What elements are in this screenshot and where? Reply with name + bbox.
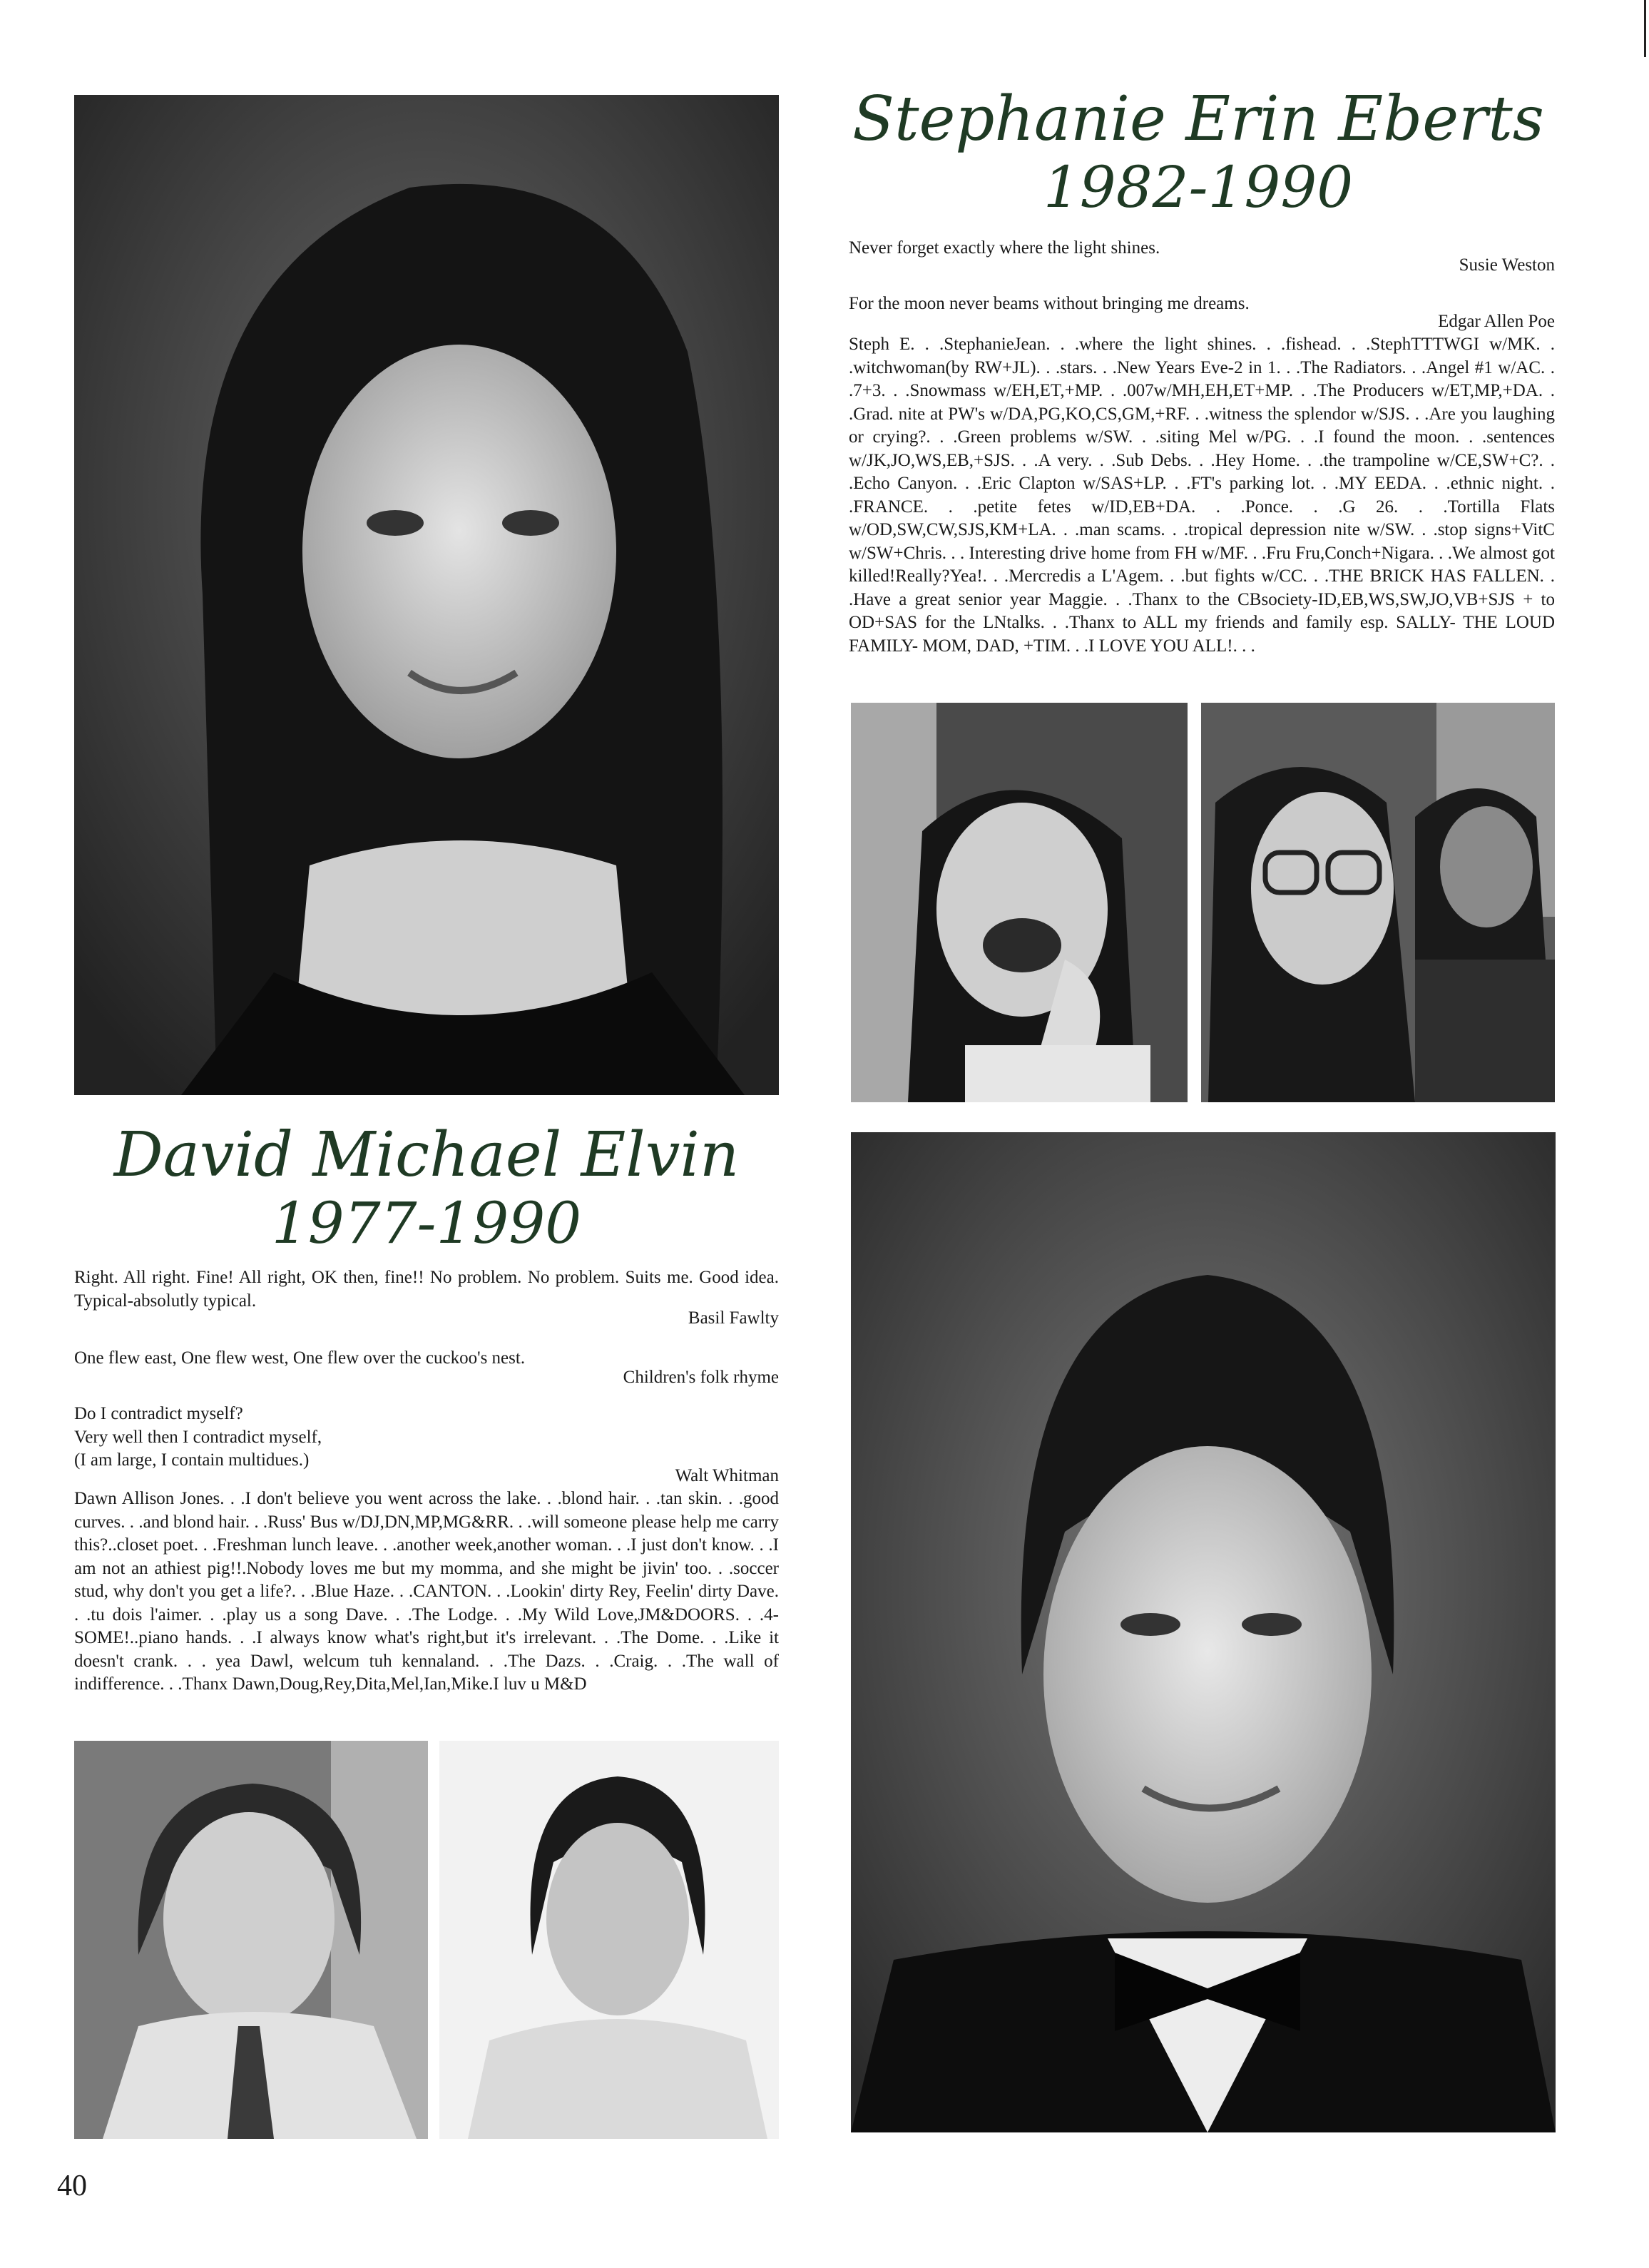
eberts-quote-2: For the moon never beams without bringing me dreams. [849, 294, 1250, 313]
elvin-quote-1: Right. All right. Fine! All right, OK then, fine!! No problem. No problem. Suits me. Good idea. Typical-absolutly typical. [74, 1268, 779, 1311]
page-edge-mark [1644, 0, 1646, 57]
elvin-portrait-photo [851, 1132, 1556, 2132]
elvin-quote-1-author: Basil Fawlty [688, 1308, 779, 1328]
page-number: 40 [57, 2170, 87, 2202]
eberts-portrait-photo [74, 95, 779, 1095]
eberts-quote-1-author: Susie Weston [1459, 255, 1555, 275]
elvin-name-heading [74, 1120, 779, 1256]
elvin-candid-sweater-photo [439, 1741, 779, 2139]
eberts-years: 1982-1990 [1043, 153, 1354, 220]
eberts-quote-2-author: Edgar Allen Poe [1438, 312, 1555, 331]
elvin-quote-2-author: Children's folk rhyme [623, 1368, 779, 1387]
elvin-quote-3-author: Walt Whitman [675, 1466, 779, 1485]
elvin-message: Dawn Allison Jones. . .I don't believe you went across the lake. . .blond hair. . .tan skin. . .good curves. . .and blond hair. . .Russ' Bus w/DJ,DN,MP,MG&RR. . .will someone please help me carry this?..closet poet. . .Freshman lunch leave. . .another week,another woman. . .I just don't know. . .I am not an athiest pig!!.Nobody loves me but my momma, and she might be jivin' too. . .soccer stud, why don't you get a life?. . .Blue Haze. . .CANTON. . .Lookin' dirty Rey, Feelin' dirty Dave. . .tu dois l'aimer. . .play us a song Dave. . .The Lodge. . .My Wild Love,JM&DOORS. . .4-SOME!..piano hands. . .I always know what's right,but it's irrelevant. . .The Dome. . .Like it doesn't crank. . . yea Dawl, welcum tuh kennaland. . .The Dazs. . .Craig. . .The wall of indifference. . .Thanx Dawn,Doug,Rey,Dita,Mel,Ian,Mike.I luv u M&D [74, 1489, 779, 1694]
elvin-quote-2: One flew east, One flew west, One flew over the cuckoo's nest. [74, 1348, 526, 1368]
elvin-name: David Michael Elvin [113, 1119, 740, 1191]
eberts-quote-1: Never forget exactly where the light shines. [849, 238, 1160, 258]
elvin-years: 1977-1990 [271, 1189, 582, 1256]
eberts-candid-glasses-photo [1201, 703, 1555, 1102]
elvin-candid-tie-photo [74, 1741, 428, 2139]
eberts-candid-laughing-photo [851, 703, 1188, 1102]
eberts-message: Steph E. . .StephanieJean. . .where the light shines. . .fishead. . .StephTTTWGI w/MK. . .witchwoman(by RW+JL). . .stars. . .New Years Eve-2 in 1. . .The Radiators. . .Angel #1 w/AC. . .7+3. . .Snowmass w/EH,ET,+MP. . .007w/MH,EH,ET+MP. . .The Producers w/ET,MP,+DA. . .Grad. nite at PW's w/DA,PG,KO,CS,GM,+RF. . .witness the splendor w/SJS. . .Are you laughing or crying?. . .Green problems w/SW. . .siting Mel w/PG. . .I found the moon. . .sentences w/JK,JO,WS,EB,+SJS. . .A very. . .Sub Debs. . .Hey Home. . .the trampoline w/CE,SW+C?. . .Echo Canyon. . .Eric Clapton w/SAS+LP. . .FT's parking lot. . .MY EEDA. . .ethnic night. . .FRANCE. . .petite fetes w/ID,EB+DA. . .Ponce. . .G 26. . .Tortilla Flats w/OD,SW,CW,SJS,KM+LA. . .man scams. . .tropical depression nite w/SW. . .stop signs+VitC w/SW+Chris. . . Interesting drive home from FH w/MF. . .Fru Fru,Conch+Nigara. . .We almost got killed!Really?Yea!. . .Mercredis a L'Agem. . .but fights w/CC. . .THE BRICK HAS FALLEN. . .Have a great senior year Maggie. . .Thanx to the CBsociety-ID,EB,WS,SW,JO,VB+SJS + to OD+SAS for the LNtalks. . .Thanx to ALL my friends and family esp. SALLY- THE LOUD FAMILY- MOM, DAD, +TIM. . .I LOVE YOU ALL!. . . [849, 335, 1555, 656]
eberts-name: Stephanie Erin Eberts [852, 83, 1544, 155]
elvin-quote-3: Do I contradict myself? Very well then I contradict myself, (I am large, I contain multidues.) [74, 1404, 322, 1470]
eberts-name-heading [842, 84, 1555, 220]
